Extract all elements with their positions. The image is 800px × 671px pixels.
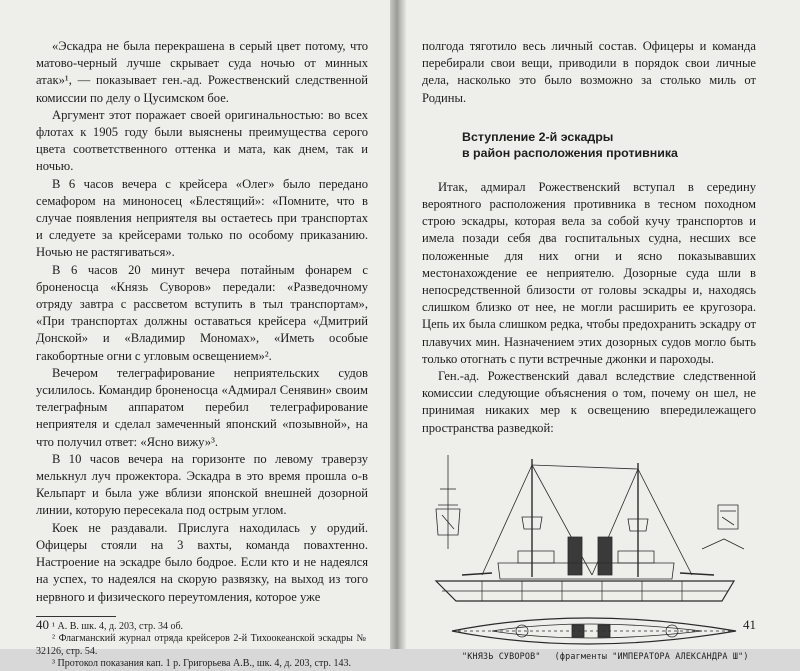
footnote-2: ² Флагманский журнал отряда крейсеров 2-й Тихоокеанской эскадры № 32126, стр. 54. [36,633,366,657]
right-paragraph-continued: полгода тяготило весь личный состав. Офицеры и команда перебирали свои вещи, приводили в порядок свои личные дела, насколько это было возможно за столько миль от Родины. [422,39,756,105]
section-heading-line-2: в район расположения противника [462,145,678,160]
left-paragraph-1: «Эскадра не была перекрашена в серый цвет потому, что матово-черный лучше скрывает суда ночью от минных атак»¹, — показывает ген.-ад. Рожественский следственной комиссии по делу о Цусимском бое. [36,39,368,105]
footnote-1: ¹ А. В. шк. 4, д. 203, стр. 34 об. [52,620,184,632]
left-paragraph-2: Аргумент этот поражает своей оригинальностью: во всех флотах к 1905 году были выяснены преимущества серого цвета соответственного оттенка и мата, как днем, так и ночью. [36,107,368,174]
page-number-left: 40 [36,617,49,632]
left-paragraph-6: В 10 часов вечера на горизонте по левому траверзу мелькнул луч прожектора. Эскадра в это время прошла о-в Кельпарт и была уже вблизи японской внешней дозорной линии, которую пересекала под острым углом. [36,451,368,518]
figure-caption-ship-name: "КНЯЗЬ СУВОРОВ" [462,650,541,661]
right-page [406,0,800,661]
figure-caption-note: (фрагменты "ИМПЕРАТОРА АЛЕКСАНДРА Ш") [554,650,749,661]
right-paragraph-2: Ген.-ад. Рожественский давал вследствие следственной комиссии следующие объяснения о том, почему он шел, не принимая никаких мер к освещению впередилежащего пространства разведкой: [422,369,756,435]
figure-caption [462,651,749,661]
book-spine [390,0,406,649]
left-page [0,0,390,670]
left-paragraph-4: В 6 часов 20 минут вечера потайным фонарем с броненосца «Князь Суворов» передали: «Разведочному отряду завтра с рассветом вступить в тыл транспортам», «При транспортах должны оставаться крейсера «Дмитрий Донской» и «Владимир Мономах», «Иметь особые гакобортные огни с угловым освещением»². [36,262,368,363]
section-heading-line-1: Вступление 2-й эскадры [462,129,614,144]
footnotes [36,621,368,671]
left-paragraph-5: Вечером телеграфирование неприятельских судов усилилось. Командир броненосца «Адмирал Сенявин» своим телеграфным аппаратом перебил телеграфирование неприятеля и сделал замеченный японский «позывной», на что получил ответ: «Ясно вижу»³. [36,365,368,449]
section-heading [462,129,756,161]
battleship-drawing [422,445,756,667]
battleship-illustration [422,445,756,667]
left-paragraph-7: Коек не раздавали. Прислуга находилась у орудий. Офицеры стояли на 3 вахты, команда повахтенно. Настроение на эскадре было бодрое. Если кто и не надеялся на успех, то надеялся на скорую развязку, на выход из того нервного и физического переутомления, которое уже [36,520,368,604]
footnote-3: ³ Протокол показания кап. 1 р. Григорьева А.В., шк. 4, д. 203, стр. 143. [52,658,351,670]
page-number-right: 41 [743,617,756,632]
left-paragraph-3: В 6 часов вечера с крейсера «Олег» было передано семафором на миноносец «Блестящий»: «Помните, что в случае появления неприятеля вы остаетесь при транспортах и следуете за крейсерами только по особому приказанию. Ночью не растягиваться». [36,176,368,260]
right-paragraph-1: Итак, адмирал Рожественский вступал в середину вероятного расположения противника в тесном походном строю эскадры, которая вела за собой кучу транспортов и имела позади себя два госпитальных судна, несших все положенные для них огни и ясно показывавших местонахождение ее неприятелю. Дозорные суда шли в непосредственной близости от головы эскадры и, находясь слишком близко от нее, не могли расширить ее кругозора. Цепь их была слишком редка, чтобы предохранить эскадру от плавучих мин. Назначением этих дозорных судов могло быть только отогнать с пути встречные джонки и пароходы. [422,179,756,366]
